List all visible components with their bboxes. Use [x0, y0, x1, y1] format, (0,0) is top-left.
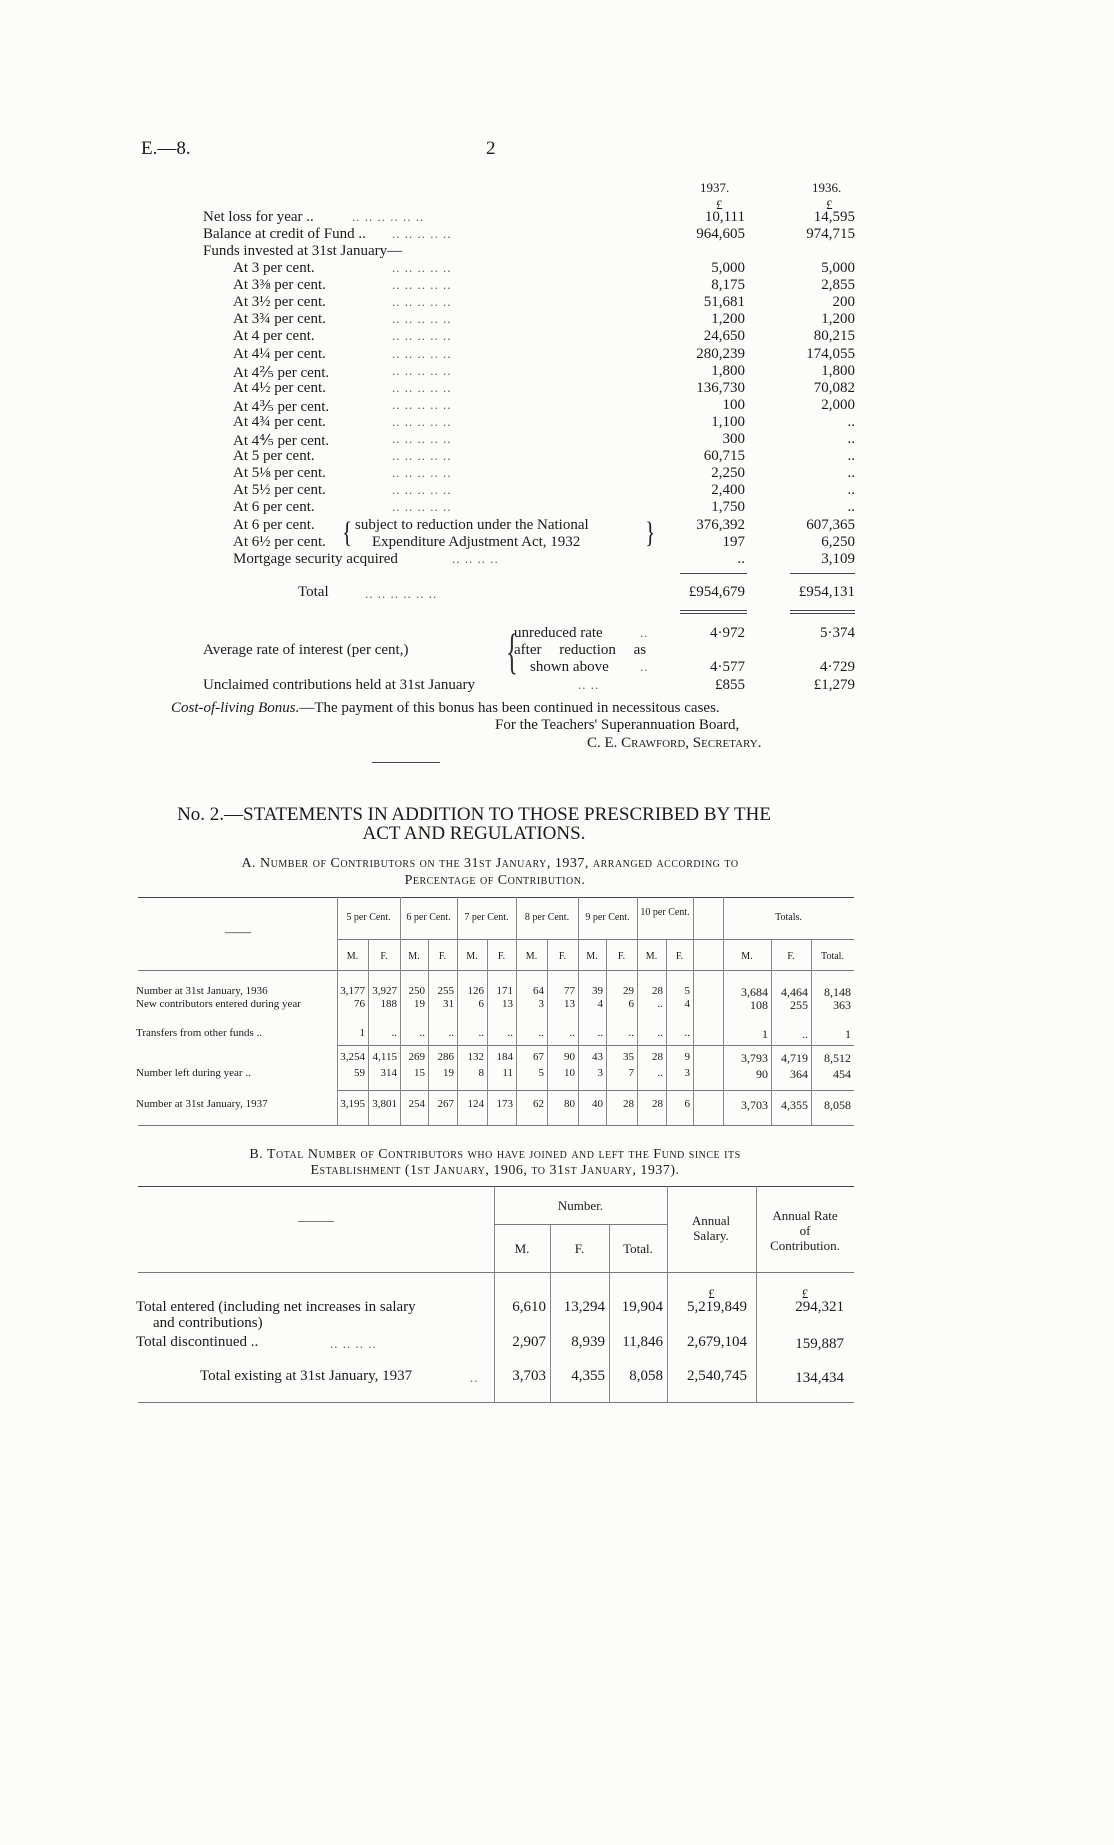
rate-label: At 6 per cent.: [233, 499, 315, 515]
rate-value-1936: 6,250: [821, 534, 855, 550]
table-cell: 13: [564, 998, 575, 1010]
rate-header: [756, 1208, 854, 1253]
dot-leader: .. .. .. .. ..: [392, 311, 452, 326]
col-1937-currency: £: [716, 197, 723, 212]
table-cell: 363: [833, 998, 851, 1012]
table-cell: 64: [533, 985, 544, 997]
column-group-header: Totals.: [775, 912, 802, 923]
column-sub-header: M.: [586, 951, 598, 962]
column-group-header: 6 per Cent.: [406, 912, 451, 923]
table-cell: ..: [657, 1027, 663, 1039]
dot-leader: ..: [640, 625, 649, 640]
column-group-header: 10 per Cent.: [640, 907, 690, 918]
table-cell: ..: [419, 1027, 425, 1039]
table-cell: 13: [502, 998, 513, 1010]
column-sub-header: M.: [741, 951, 753, 962]
rate-value-1937: 197: [722, 534, 745, 550]
dot-leader: .. .. .. .. ..: [392, 260, 452, 275]
table-b-stub: ———: [298, 1213, 334, 1227]
table-cell: 126: [467, 985, 484, 997]
column-sub-header: M.: [408, 951, 420, 962]
rate-value-1936: 1,800: [821, 363, 855, 379]
table-a-stub: ——: [225, 924, 251, 939]
table-cell: 3,793: [741, 1051, 768, 1065]
column-rule: [578, 897, 579, 1125]
rate-label: At 4½ per cent.: [233, 380, 326, 396]
table-a-caption-line-2: Percentage of Contribution.: [404, 873, 586, 888]
unclaimed-1937: £855: [715, 677, 745, 693]
dot-leader: .. .. .. .. ..: [392, 431, 452, 446]
table-cell: 314: [380, 1067, 397, 1079]
table-top-rule: [138, 1186, 854, 1187]
table-cell: 31: [443, 998, 454, 1010]
dot-leader: .. .. .. .. ..: [392, 465, 452, 480]
table-cell: 364: [790, 1067, 808, 1081]
number-header: Number.: [557, 1198, 604, 1213]
rate-value-1937: 8,175: [711, 277, 745, 293]
table-cell: 35: [623, 1051, 634, 1063]
table-cell: 28: [652, 985, 663, 997]
table-cell: ..: [684, 1027, 690, 1039]
table-cell: 171: [496, 985, 513, 997]
dot-leader: .. .. .. .. ..: [392, 226, 452, 241]
rate-value-1936: ..: [847, 499, 855, 515]
table-cell: 4,355: [781, 1098, 808, 1112]
bonus-text: —The payment of this bonus has been continued in necessitous cases.: [299, 700, 720, 716]
table-cell: 1: [845, 1027, 851, 1041]
rate-value-1936: 70,082: [813, 380, 855, 396]
table-cell: ..: [569, 1027, 575, 1039]
table-cell: 3,801: [372, 1098, 397, 1110]
table-cell: 5: [538, 1067, 544, 1079]
after-reduction-1936: 4·729: [820, 659, 855, 675]
column-sub-header: M.: [466, 951, 478, 962]
rate-label: At 5½ per cent.: [233, 482, 326, 498]
dot-leader: .. .. .. .. ..: [392, 414, 452, 429]
table-cell: 4,719: [781, 1051, 808, 1065]
table-bottom-rule: [138, 1402, 854, 1403]
table-cell: 19: [443, 1067, 454, 1079]
rate-value: 159,887: [795, 1336, 844, 1352]
column-sub-header: F.: [675, 951, 684, 962]
column-rule: [400, 897, 401, 1125]
dot-leader: .. .. .. .. ..: [392, 499, 452, 514]
f-value: 4,355: [571, 1368, 605, 1384]
balance-1936: 974,715: [806, 226, 855, 242]
total-value: 8,058: [629, 1368, 663, 1384]
header-bottom-rule: [138, 1272, 854, 1273]
rate-label: At 5⅛ per cent.: [233, 465, 326, 481]
table-cell: 39: [592, 985, 603, 997]
after-reduction-1937: 4·577: [710, 659, 745, 675]
dot-leader: .. .. .. .. ..: [392, 363, 452, 378]
rate-value-1936: ..: [847, 465, 855, 481]
unreduced-1937: 4·972: [710, 625, 745, 641]
table-cell: 108: [750, 998, 768, 1012]
rate-value-1937: 300: [722, 431, 745, 447]
rate-value-1936: ..: [847, 482, 855, 498]
dot-leader: .. .. .. .. ..: [392, 482, 452, 497]
rule: [790, 610, 855, 611]
unclaimed-label: Unclaimed contributions held at 31st January: [203, 677, 476, 693]
table-top-rule: [138, 897, 854, 898]
table-cell: 3: [597, 1067, 603, 1079]
dot-leader: .. .. .. .. ..: [392, 277, 452, 292]
table-cell: 80: [564, 1098, 575, 1110]
rate-label: At 4 per cent.: [233, 328, 315, 344]
rate-label: At 6 per cent.: [233, 517, 315, 533]
dot-leader: .. .. .. .. ..: [392, 346, 452, 361]
rate-value-1936: 174,055: [806, 346, 855, 362]
rate-label: At 4¼ per cent.: [233, 346, 326, 362]
mortgage-label: Mortgage security acquired: [233, 551, 398, 567]
rate-value-1936: 1,200: [821, 311, 855, 327]
table-cell: 43: [592, 1051, 603, 1063]
shown-above-label: shown above: [530, 659, 609, 675]
table-cell: 59: [354, 1067, 365, 1079]
section-title-line-1: No. 2.—STATEMENTS IN ADDITION TO THOSE PRESCRIBED BY THE: [177, 804, 771, 825]
rate-value-1936: ..: [847, 431, 855, 447]
f-header: F.: [574, 1241, 585, 1256]
table-cell: ..: [538, 1027, 544, 1039]
salary-currency: £: [708, 1286, 715, 1301]
table-cell: 28: [623, 1098, 634, 1110]
rate-value-1937: 60,715: [703, 448, 745, 464]
rate-value-1937: 280,239: [696, 346, 745, 362]
dot-leader: ..: [640, 659, 649, 674]
row-label: Number at 31st January, 1937: [136, 1098, 268, 1110]
table-cell: ..: [657, 998, 663, 1010]
rate-value: 134,434: [795, 1370, 844, 1386]
m-value: 2,907: [512, 1334, 546, 1350]
table-cell: 6: [628, 998, 634, 1010]
table-cell: 267: [437, 1098, 454, 1110]
column-group-header: 8 per Cent.: [524, 912, 570, 923]
rule: [790, 613, 855, 614]
table-cell: 29: [623, 985, 634, 997]
column-sub-header: F.: [558, 951, 567, 962]
page-number: 2: [486, 138, 496, 159]
section-title-line-2: ACT AND REGULATIONS.: [362, 823, 586, 844]
rate-value-1937: 376,392: [696, 517, 745, 533]
row-label: Number at 31st January, 1936: [136, 985, 268, 997]
m-value: 6,610: [512, 1299, 546, 1315]
table-cell: 7: [628, 1067, 634, 1079]
table-cell: 4,464: [781, 985, 808, 999]
header-bottom-rule: [138, 970, 854, 971]
table-cell: 124: [467, 1098, 484, 1110]
table-cell: 10: [564, 1067, 575, 1079]
left-brace: {: [342, 516, 353, 549]
column-sub-header: F.: [787, 951, 795, 962]
unreduced-rate-label: unreduced rate: [514, 625, 603, 641]
header-rule: [494, 1224, 667, 1225]
f-value: 13,294: [563, 1299, 605, 1315]
table-cell: 90: [756, 1067, 768, 1081]
column-sub-header: M.: [346, 951, 359, 962]
table-cell: 76: [354, 998, 365, 1010]
column-rule: [457, 897, 458, 1125]
dot-leader: ..: [470, 1370, 479, 1385]
subtotal-rule: [337, 1090, 854, 1091]
table-cell: 255: [437, 985, 454, 997]
rate-value-1937: 1,100: [711, 414, 745, 430]
table-cell: 3,195: [340, 1098, 365, 1110]
signatory: C. E. Crawford, Secretary.: [587, 735, 762, 751]
rate-label: At 4⅖ per cent.: [233, 365, 330, 381]
table-cell: 77: [564, 985, 575, 997]
column-rule: [516, 897, 517, 1125]
table-cell: 250: [408, 985, 425, 997]
table-cell: 19: [414, 998, 425, 1010]
table-cell: 8,148: [824, 985, 851, 999]
table-cell: 4: [684, 998, 690, 1010]
unclaimed-1936: £1,279: [813, 677, 855, 693]
table-cell: 8: [478, 1067, 484, 1079]
table-cell: 67: [533, 1051, 544, 1063]
table-cell: 3: [684, 1067, 690, 1079]
table-cell: ..: [478, 1027, 484, 1039]
column-group-header: 9 per Cent.: [585, 912, 630, 923]
table-bottom-rule: [138, 1125, 854, 1126]
table-cell: 90: [564, 1051, 575, 1063]
rate-header-line: Contribution.: [770, 1238, 840, 1253]
net-loss-label: Net loss for year ..: [203, 209, 314, 225]
dot-leader: .. .. .. .. ..: [392, 328, 452, 343]
dot-leader: .. .. .. .. .. ..: [352, 209, 425, 224]
rate-value-1937: 1,800: [711, 363, 745, 379]
table-cell: 40: [592, 1098, 603, 1110]
table-cell: 3: [538, 998, 544, 1010]
rate-value-1937: 1,200: [711, 311, 745, 327]
column-rule: [337, 897, 338, 1125]
table-cell: 4,115: [372, 1051, 397, 1063]
table-cell: 3,254: [340, 1051, 365, 1063]
table-cell: ..: [802, 1027, 808, 1041]
col-1937-year: 1937.: [700, 180, 730, 195]
table-cell: ..: [448, 1027, 454, 1039]
rate-value-1937: 1,750: [711, 499, 745, 515]
table-cell: 6: [684, 1098, 690, 1110]
table-cell: 9: [684, 1051, 690, 1063]
table-cell: ..: [597, 1027, 603, 1039]
rule: [680, 610, 747, 611]
rate-value-1937: 5,000: [711, 260, 745, 276]
header-rule: [337, 939, 854, 940]
dot-leader: .. .. .. ..: [452, 551, 499, 566]
row-label: Total entered (including net increases in salary: [136, 1299, 416, 1315]
table-cell: 255: [790, 998, 808, 1012]
rate-label: At 3 per cent.: [233, 260, 315, 276]
rate-value-1936: ..: [847, 414, 855, 430]
table-cell: ..: [507, 1027, 513, 1039]
table-cell: ..: [628, 1027, 634, 1039]
right-brace: }: [645, 516, 656, 549]
rate-value-1936: 2,000: [821, 397, 855, 413]
rate-label: At 4⅗ per cent.: [233, 399, 330, 415]
average-rate-label: Average rate of interest (per cent,): [203, 642, 409, 658]
m-value: 3,703: [512, 1368, 546, 1384]
column-sub-header: M.: [525, 951, 538, 962]
row-label: Number left during year ..: [136, 1067, 251, 1079]
balance-1937: 964,605: [696, 226, 745, 242]
rule: [680, 573, 747, 574]
mortgage-1936: 3,109: [821, 551, 855, 567]
column-sub-header: F.: [438, 951, 447, 962]
rate-label: At 6½ per cent.: [233, 534, 326, 550]
table-cell: 3,927: [372, 985, 397, 997]
table-cell: 62: [533, 1098, 544, 1110]
rate-value-1936: 2,855: [821, 277, 855, 293]
row-label: New contributors entered during year: [136, 998, 301, 1010]
dot-leader: .. .. .. .. ..: [392, 380, 452, 395]
salary-value: 2,679,104: [687, 1334, 747, 1350]
column-sub-header: F.: [617, 951, 626, 962]
section-divider: [372, 762, 440, 763]
rate-value-1936: 607,365: [806, 517, 855, 533]
rate-value-1937: 2,400: [711, 482, 745, 498]
row-label: Transfers from other funds ..: [136, 1027, 263, 1039]
net-loss-1937: 10,111: [704, 209, 745, 225]
rate-value-1936: ..: [847, 448, 855, 464]
salary-header: Annual Salary.: [691, 1213, 731, 1243]
table-b-caption-line-1: B. Total Number of Contributors who have joined and left the Fund since its: [249, 1147, 741, 1162]
dot-leader: .. .. .. ..: [330, 1336, 377, 1351]
subtotal-rule: [337, 1045, 854, 1046]
table-cell: 3,177: [340, 985, 365, 997]
rate-value-1937: 2,250: [711, 465, 745, 481]
table-cell: 188: [380, 998, 397, 1010]
rate-value-1936: 200: [832, 294, 855, 310]
table-cell: 269: [408, 1051, 425, 1063]
table-cell: 454: [833, 1067, 851, 1081]
m-header: M.: [514, 1241, 530, 1256]
rate-label: At 5 per cent.: [233, 448, 315, 464]
table-b-caption-line-2: Establishment (1st January, 1906, to 31st January, 1937).: [310, 1163, 680, 1178]
table-cell: ..: [657, 1067, 663, 1079]
rate-value-1936: 5,000: [821, 260, 855, 276]
rate-currency: £: [801, 1286, 809, 1301]
net-loss-1936: 14,595: [813, 209, 855, 225]
unreduced-1936: 5·374: [820, 625, 855, 641]
rate-value-1937: 100: [722, 397, 745, 413]
column-sub-header: F.: [380, 951, 388, 962]
total-value: 19,904: [621, 1299, 663, 1315]
row-label: Total existing at 31st January, 1937: [200, 1368, 413, 1384]
total-value: 11,846: [622, 1334, 663, 1350]
table-cell: 1: [762, 1027, 768, 1041]
table-a-caption-line-1: A. Number of Contributors on the 31st January, 1937, arranged according to: [241, 856, 739, 871]
table-cell: 173: [496, 1098, 513, 1110]
total-header: Total.: [623, 1241, 653, 1256]
col-1936-year: 1936.: [812, 180, 842, 195]
column-group-header: 5 per Cent.: [346, 912, 391, 923]
dot-leader: .. .. .. .. ..: [392, 448, 452, 463]
dot-leader: .. .. .. .. .. ..: [365, 586, 438, 601]
total-1936: £954,131: [798, 584, 855, 600]
after-reduction-label: after reduction as: [514, 642, 647, 658]
salary-value: 5,219,849: [687, 1299, 747, 1315]
rate-value-1936: 80,215: [813, 328, 855, 344]
col-1936-currency: £: [826, 197, 833, 212]
column-sub-header: Total.: [821, 951, 844, 962]
table-cell: 1: [359, 1027, 365, 1039]
total-label: Total: [298, 584, 329, 600]
subject-note-line-1: subject to reduction under the National: [355, 517, 589, 533]
column-rule: [637, 897, 638, 1125]
salary-value: 2,540,745: [687, 1368, 747, 1384]
board-line: For the Teachers' Superannuation Board,: [495, 717, 740, 733]
rate-label: At 3¾ per cent.: [233, 311, 326, 327]
rule: [790, 573, 855, 574]
rule: [680, 613, 747, 614]
row-label-continued: and contributions): [153, 1315, 263, 1331]
table-cell: 3,684: [741, 985, 768, 999]
table-cell: 11: [502, 1067, 513, 1079]
table-cell: 286: [437, 1051, 454, 1063]
table-cell: 8,058: [824, 1098, 851, 1112]
bonus-paragraph: [171, 700, 720, 717]
rate-label: At 3⅜ per cent.: [233, 277, 326, 293]
row-label: Total discontinued ..: [136, 1334, 259, 1350]
rate-value-1937: 136,730: [696, 380, 745, 396]
total-1937: £954,679: [688, 584, 745, 600]
rate-label: At 4¾ per cent.: [233, 414, 326, 430]
table-cell: 254: [408, 1098, 425, 1110]
document-reference: E.—8.: [141, 138, 191, 159]
rate-value-1937: 51,681: [703, 294, 745, 310]
table-cell: 6: [478, 998, 484, 1010]
rate-value: 294,321: [795, 1299, 844, 1315]
table-cell: ..: [391, 1027, 397, 1039]
rate-header-line: of: [799, 1223, 811, 1238]
funds-invested-heading: Funds invested at 31st January—: [203, 243, 403, 259]
table-cell: 132: [467, 1051, 484, 1063]
table-cell: 184: [496, 1051, 513, 1063]
dot-leader: .. ..: [578, 677, 600, 692]
subject-note-line-2: Expenditure Adjustment Act, 1932: [372, 534, 581, 550]
table-cell: 4: [597, 998, 603, 1010]
column-sub-header: M.: [645, 951, 658, 962]
table-cell: 15: [414, 1067, 425, 1079]
dot-leader: .. .. .. .. ..: [392, 294, 452, 309]
dot-leader: .. .. .. .. ..: [392, 397, 452, 412]
table-cell: 5: [684, 985, 690, 997]
f-value: 8,939: [571, 1334, 605, 1350]
rate-label: At 3½ per cent.: [233, 294, 326, 310]
column-group-header: 7 per Cent.: [464, 912, 509, 923]
table-cell: 28: [652, 1051, 663, 1063]
column-sub-header: F.: [497, 951, 506, 962]
rate-label: At 4⅘ per cent.: [233, 433, 330, 449]
rate-value-1937: 24,650: [703, 328, 745, 344]
balance-label: Balance at credit of Fund ..: [203, 226, 366, 242]
mortgage-1937: ..: [737, 551, 745, 567]
average-brace: {: [506, 623, 518, 679]
table-cell: 8,512: [824, 1051, 851, 1065]
rate-header-line: Annual Rate: [772, 1208, 838, 1223]
column-rule: [693, 897, 694, 1125]
bonus-title: Cost-of-living Bonus.: [171, 700, 300, 716]
table-cell: 3,703: [741, 1098, 768, 1112]
table-cell: 28: [652, 1098, 663, 1110]
